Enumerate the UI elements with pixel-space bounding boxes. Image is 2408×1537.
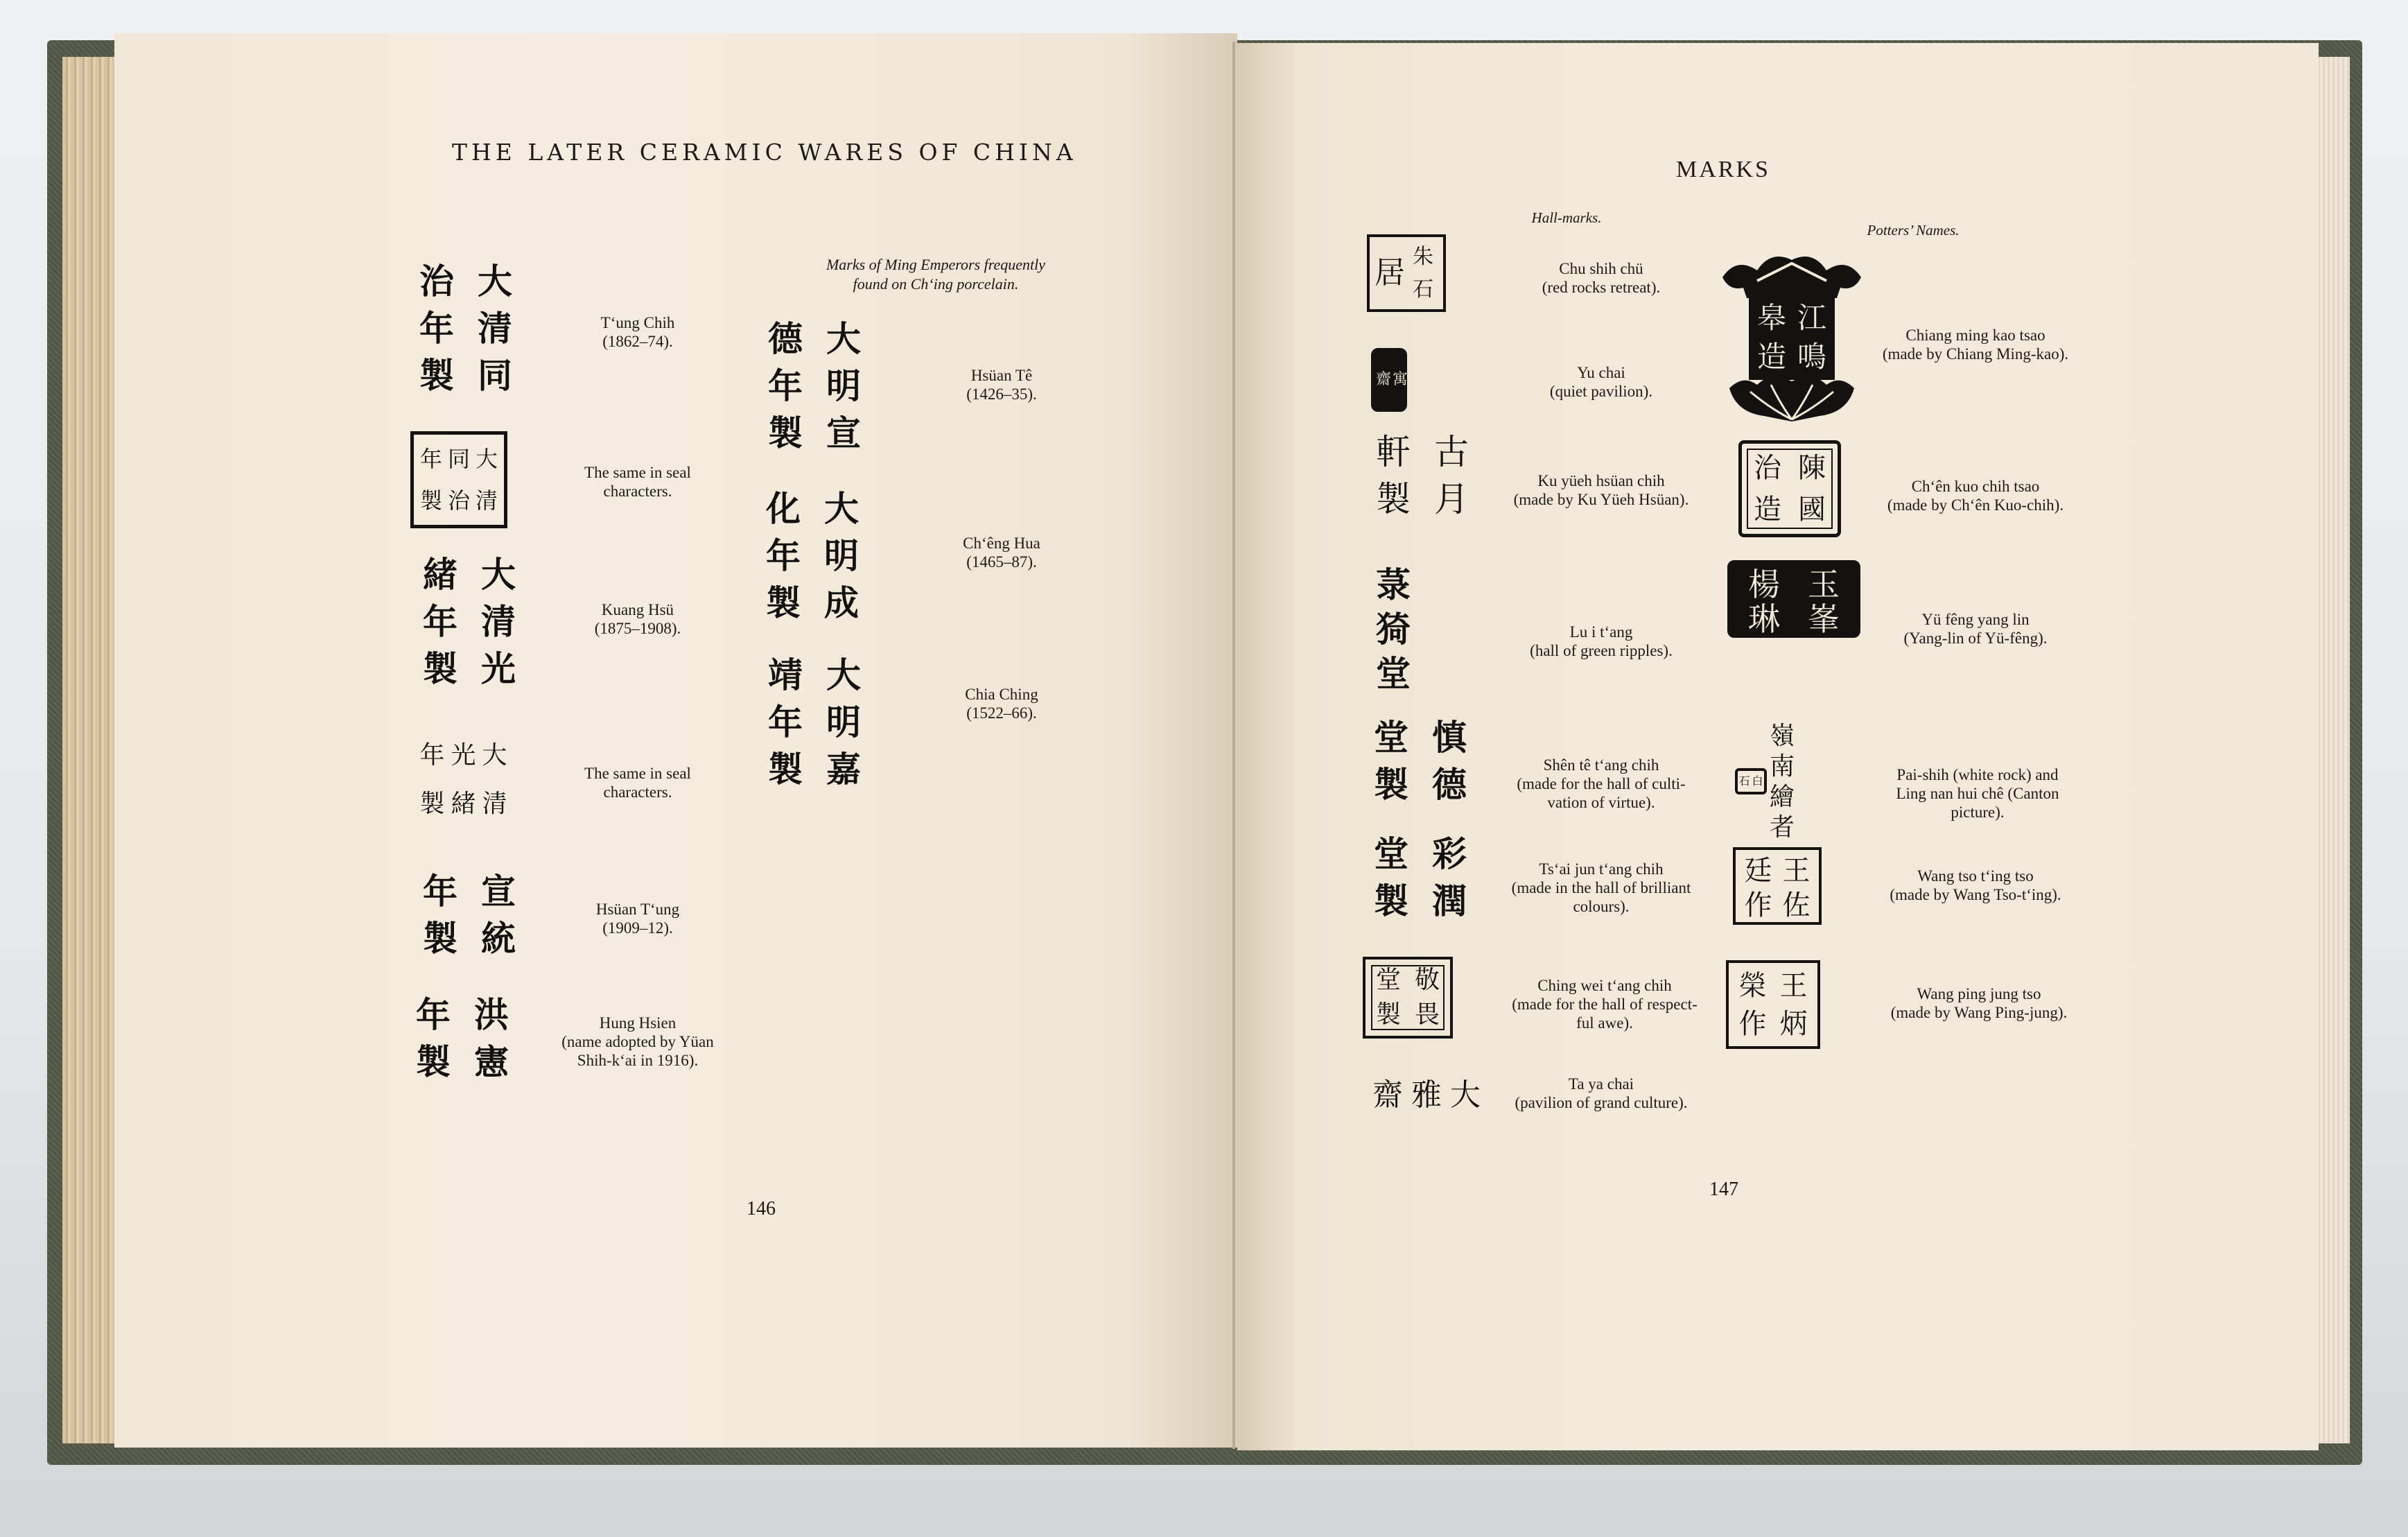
page-edges-right <box>2315 57 2350 1443</box>
mark-hung-hsien: 年 製 洪 憲 <box>416 995 509 1082</box>
caption-chu-shih-chu: Chu shih chü (red rocks retreat). <box>1542 260 1661 296</box>
seal-pai-shih: 石 白 <box>1735 768 1767 794</box>
running-head-right: MARKS <box>1676 157 1770 182</box>
caption-tung-chih: T‘ung Chih (1862–74). <box>600 314 675 350</box>
mark-hsuan-tung: 年 製 宣 統 <box>423 871 516 959</box>
mark-ku-yueh-hsuan: 軒 製 古 月 <box>1376 432 1469 519</box>
seal-wang-tso-ting: 廷 王 作 佐 <box>1733 847 1822 925</box>
caption-wang-tso-ting: Wang tso t‘ing tso (made by Wang Tso-t‘ing). <box>1890 867 2061 903</box>
seal-chu-shih-chu: 居 朱 石 <box>1367 234 1446 312</box>
lotus-cartouche-chiang-ming-kao <box>1716 250 1868 423</box>
caption-ta-ya-chai: Ta ya chai (pavilion of grand culture). <box>1515 1075 1688 1111</box>
caption-hsuan-te: Hsüan Tê (1426–35). <box>966 367 1037 403</box>
caption-ching-wei-tang: Ching wei t‘ang chih (made for the hall of respect- ful awe). <box>1512 977 1698 1032</box>
mark-tsai-jun-tang: 堂 製 彩 潤 <box>1374 834 1467 921</box>
gutter <box>1232 42 1235 1449</box>
caption-yu-chai: Yu chai (quiet pavilion). <box>1549 364 1653 400</box>
seal-ching-wei-tang: 堂 敬 製 畏 <box>1363 957 1453 1039</box>
mark-hsuan-te: 德 年 製 大 明 宣 <box>768 319 861 453</box>
caption-wang-ping-jung: Wang ping jung tso (made by Wang Ping-jung). <box>1890 985 2068 1021</box>
caption-pai-shih: Pai-shih (white rock) and Ling nan hui chê (Canton picture). <box>1896 766 2059 821</box>
caption-seal-kuang-hsu: The same in seal characters. <box>584 765 691 801</box>
mark-ta-ya-chai: 齋 雅 大 <box>1372 1077 1481 1113</box>
mark-tung-chih: 治 年 製 大 清 同 <box>419 261 512 396</box>
mark-kuang-hsu: 緒 年 製 大 清 光 <box>423 555 516 689</box>
seal-wang-ping-jung: 榮 王 作 炳 <box>1726 960 1820 1049</box>
mark-shen-te-tang: 堂 製 慎 德 <box>1374 718 1467 805</box>
caption-kuang-hsu: Kuang Hsü (1875–1908). <box>594 601 681 637</box>
seal-mark-kuang-hsu: 年 光 大 製 緒 清 <box>419 741 507 818</box>
caption-seal-tung-chih: The same in seal characters. <box>584 464 691 500</box>
seal-yu-chai: 齋 寓 <box>1371 348 1407 412</box>
seal-chen-kuo-chih: 治 陳 造 國 <box>1738 440 1841 537</box>
mark-chia-ching: 靖 年 製 大 明 嘉 <box>768 655 861 790</box>
caption-ku-yueh-hsuan: Ku yüeh hsüan chih (made by Ku Yüeh Hsüan). <box>1513 472 1689 508</box>
mark-lu-i-tang: 菉 猗 堂 <box>1376 565 1411 694</box>
seal-yu-feng-yang-lin: 楊 玉 琳 峯 <box>1727 560 1860 638</box>
caption-chiang-ming-kao: Chiang ming kao tsao (made by Chiang Ming-kao). <box>1882 327 2069 363</box>
cartouche-chars: 皋 江 造 鳴 <box>1756 301 1826 374</box>
mark-ling-nan-hui-che: 嶺 南 繪 者 <box>1770 722 1795 842</box>
left-page <box>114 33 1237 1448</box>
caption-lu-i-tang: Lu i t‘ang (hall of green ripples). <box>1530 623 1673 659</box>
caption-shen-te-tang: Shên tê t‘ang chih (made for the hall of culti- vation of virtue). <box>1517 756 1686 811</box>
seal-mark-tung-chih: 年 同 大 製 治 清 <box>410 431 507 528</box>
caption-cheng-hua: Ch‘êng Hua (1465–87). <box>963 535 1040 571</box>
mark-cheng-hua: 化 年 製 大 明 成 <box>766 489 859 623</box>
folio-left: 146 <box>747 1198 776 1219</box>
caption-chia-ching: Chia Ching (1522–66). <box>965 686 1038 722</box>
hall-marks-heading: Hall-marks. <box>1531 209 1602 226</box>
page-edges-left <box>62 57 118 1443</box>
caption-chen-kuo-chih: Ch‘ên kuo chih tsao (made by Ch‘ên Kuo-chih). <box>1887 478 2064 514</box>
folio-right: 147 <box>1709 1179 1738 1200</box>
caption-hung-hsien: Hung Hsien (name adopted by Yüan Shih-k‘ai in 1916). <box>561 1014 714 1069</box>
ming-section-heading: Marks of Ming Emperors frequently found on Ch‘ing porcelain. <box>826 256 1046 293</box>
caption-tsai-jun-tang: Ts‘ai jun t‘ang chih (made in the hall of brilliant colours). <box>1511 860 1691 915</box>
potters-names-heading: Potters’ Names. <box>1867 222 1960 238</box>
caption-hsuan-tung: Hsüan T‘ung (1909–12). <box>595 901 680 937</box>
caption-yu-feng-yang-lin: Yü fêng yang lin (Yang-lin of Yü-fêng). <box>1903 611 2048 647</box>
running-head-left: THE LATER CERAMIC WARES OF CHINA <box>452 139 1077 166</box>
